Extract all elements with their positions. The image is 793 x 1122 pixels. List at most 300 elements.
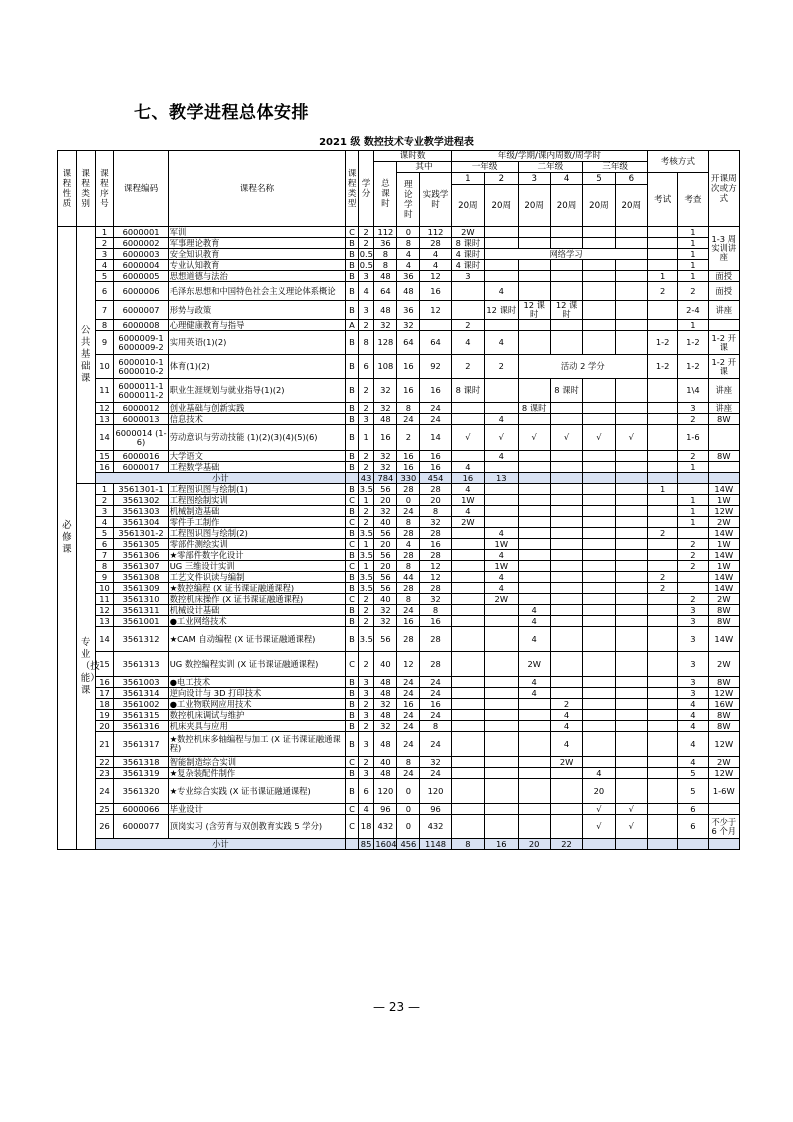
course-name: ★复杂装配件制作 [168,768,346,779]
semester-1 [451,616,484,627]
subtotal-label: 小计 [95,473,346,484]
course-check: 1 [678,462,708,473]
semester-4 [550,495,582,506]
major-course-row [58,506,740,517]
header-year3: 三年级 [583,162,648,173]
course-practice-hours: 4 [420,260,451,271]
course-theory-hours: 8 [397,238,420,249]
course-total-hours: 32 [374,451,397,462]
course-exam [648,616,678,627]
semester-3 [518,594,550,605]
course-exam [648,227,678,238]
major-course-row [58,768,740,779]
course-seq: 1 [95,484,114,495]
course-name: 数控机床调试与维护 [168,710,346,721]
course-code: 6000007 [114,301,168,320]
course-seq: 21 [95,732,114,757]
semester-4: 12 课时 [550,301,582,320]
semester-1 [451,804,484,815]
course-total-hours: 32 [374,616,397,627]
course-name: 军训 [168,227,346,238]
course-code: 3561305 [114,539,168,550]
course-credit: 2 [358,403,374,414]
course-exam [648,779,678,804]
course-total-hours: 48 [374,732,397,757]
semester-6 [615,528,647,539]
course-name: 逆向设计与 3D 打印技术 [168,688,346,699]
subtotal-theory: 330 [397,473,420,484]
semester-1 [451,768,484,779]
course-total-hours: 40 [374,652,397,677]
course-theory-hours: 28 [397,550,420,561]
course-name: 毕业设计 [168,804,346,815]
course-seq: 5 [95,271,114,282]
course-name: 专业认知教育 [168,260,346,271]
course-type: B [346,271,359,282]
public-course-row [58,414,740,425]
course-weeks-mode: 1-3 周实训讲座 [708,227,739,271]
semester-2 [485,757,518,768]
semester-4: 4 [550,710,582,721]
course-name: 创业基础与创新实践 [168,403,346,414]
course-exam: 1 [648,484,678,495]
course-name: 工程图识图与绘制(2) [168,528,346,539]
semester-3 [518,757,550,768]
major-course-row [58,572,740,583]
semester-1 [451,414,484,425]
header-among: 其中 [397,162,451,173]
header-exam: 考试 [648,173,678,227]
course-theory-hours: 4 [397,260,420,271]
semester-4: 8 课时 [550,379,582,403]
semester-6 [615,652,647,677]
semester-5 [583,528,615,539]
semester-4 [550,451,582,462]
course-practice-hours: 14 [420,425,451,451]
semester-6 [615,495,647,506]
course-seq: 4 [95,260,114,271]
course-name: ★CAM 自动编程 (X 证书课证融通课程) [168,627,346,652]
course-name: 劳动意识与劳动技能 (1)(2)(3)(4)(5)(6) [168,425,346,451]
semester-3 [518,238,550,249]
course-theory-hours: 24 [397,605,420,616]
semester-1 [451,732,484,757]
semester-1: 3 [451,271,484,282]
course-total-hours: 96 [374,804,397,815]
semester-6 [615,616,647,627]
course-credit: 2 [358,594,374,605]
course-practice-hours: 16 [420,451,451,462]
semester-2 [485,699,518,710]
semester-6 [615,550,647,561]
course-weeks-mode: 2W [708,652,739,677]
semester-5 [583,572,615,583]
semester-1 [451,688,484,699]
course-credit: 3 [358,301,374,320]
course-exam [648,732,678,757]
course-check: 6 [678,815,708,839]
course-practice-hours: 12 [420,301,451,320]
semester-1 [451,561,484,572]
course-type: B [346,403,359,414]
course-exam: 1-2 [648,331,678,355]
semester-2: 2 [485,355,518,379]
semester-5 [583,506,615,517]
semester-5: √ [583,425,615,451]
header-course-name: 课程名称 [168,151,346,227]
course-credit: 2 [358,616,374,627]
course-type: C [346,495,359,506]
public-course-row [58,260,740,271]
course-credit: 3 [358,710,374,721]
semester-4 [550,320,582,331]
semester-4 [550,539,582,550]
course-exam [648,721,678,732]
course-weeks-mode [708,462,739,473]
course-check: 5 [678,779,708,804]
course-exam [648,594,678,605]
course-code: 6000016 [114,451,168,462]
course-credit: 3 [358,271,374,282]
course-exam [648,506,678,517]
course-name: UG 三维设计实训 [168,561,346,572]
course-type: B [346,425,359,451]
subtotal-type [346,473,359,484]
course-credit: 2 [358,227,374,238]
course-exam [648,320,678,331]
semester-3 [518,804,550,815]
course-type: B [346,484,359,495]
course-credit: 4 [358,282,374,301]
course-name: 安全知识教育 [168,249,346,260]
semester-6 [615,768,647,779]
course-weeks-mode: 8W [708,605,739,616]
semester-1 [451,721,484,732]
header-course-seq: 课程序号 [95,151,114,227]
semester-1 [451,282,484,301]
course-name: ●电工技术 [168,677,346,688]
course-credit: 2 [358,506,374,517]
semester-6 [615,627,647,652]
semester-4 [550,815,582,839]
course-total-hours: 56 [374,550,397,561]
semester-3 [518,506,550,517]
semester-1 [451,677,484,688]
course-total-hours: 48 [374,677,397,688]
course-seq: 25 [95,804,114,815]
semester-3 [518,462,550,473]
semester-1: √ [451,425,484,451]
course-exam [648,414,678,425]
semester-4 [550,238,582,249]
course-total-hours: 32 [374,379,397,403]
course-check: 2 [678,594,708,605]
course-name: 工程数学基础 [168,462,346,473]
course-total-hours: 56 [374,528,397,539]
course-code: 3561312 [114,627,168,652]
course-type: B [346,260,359,271]
course-exam [648,238,678,249]
course-check: 3 [678,616,708,627]
course-check [678,484,708,495]
course-code: 6000066 [114,804,168,815]
semester-6 [615,757,647,768]
course-practice-hours: 12 [420,572,451,583]
subtotal-semester-3: 20 [518,839,550,850]
course-seq: 16 [95,677,114,688]
major-course-row [58,616,740,627]
course-code: 3561304 [114,517,168,528]
semester-6 [615,282,647,301]
semester-3 [518,517,550,528]
semester-span: 网络学习 [485,249,648,260]
semester-5 [583,379,615,403]
course-credit: 4 [358,804,374,815]
course-type: C [346,561,359,572]
semester-2 [485,271,518,282]
course-credit: 2 [358,320,374,331]
course-code: 6000010-1 6000010-2 [114,355,168,379]
course-check: 2 [678,550,708,561]
course-seq: 24 [95,779,114,804]
semester-4 [550,605,582,616]
page-number: — 23 — [373,1000,420,1014]
semester-4 [550,550,582,561]
header-weeks-2: 20周 [485,185,518,227]
course-seq: 15 [95,451,114,462]
course-theory-hours: 4 [397,249,420,260]
course-total-hours: 48 [374,768,397,779]
course-theory-hours: 48 [397,282,420,301]
course-theory-hours: 8 [397,403,420,414]
course-practice-hours: 28 [420,238,451,249]
table-title: 2021 级 数控技术专业教学进程表 [319,137,474,148]
semester-4: √ [550,425,582,451]
course-seq: 26 [95,815,114,839]
course-theory-hours: 12 [397,652,420,677]
semester-2: 12 课时 [485,301,518,320]
course-seq: 5 [95,528,114,539]
header-course-type: 课程类型 [346,151,359,227]
course-name: 顶岗实习 (含劳育与双创教育实践 5 学分) [168,815,346,839]
course-exam [648,710,678,721]
semester-3 [518,710,550,721]
course-check: 4 [678,732,708,757]
semester-2 [485,815,518,839]
course-code: 6000008 [114,320,168,331]
course-practice-hours: 16 [420,462,451,473]
course-credit: 3.5 [359,582,373,593]
course-exam [648,652,678,677]
course-weeks-mode: 2W [708,594,739,605]
course-code: 3561319 [114,768,168,779]
semester-5 [583,677,615,688]
subtotal-semester-5 [583,473,615,484]
course-total-hours: 32 [374,721,397,732]
course-type: B [346,238,359,249]
semester-6 [615,260,647,271]
course-seq: 13 [95,414,114,425]
course-seq: 1 [95,227,114,238]
semester-5 [583,605,615,616]
semester-2 [485,379,518,403]
major-course-row [58,583,740,594]
header-practice-hours: 实践学时 [420,173,451,227]
course-type: B [346,282,359,301]
course-code: 3561302 [114,495,168,506]
semester-5 [583,495,615,506]
course-code: 3561310 [114,594,168,605]
course-check: 2 [678,451,708,462]
course-total-hours: 112 [374,227,397,238]
course-check: 1 [678,517,708,528]
course-code: 3561301-1 [114,484,168,495]
semester-2 [485,517,518,528]
semester-6 [615,721,647,732]
course-name: 形势与政策 [168,301,346,320]
course-name: 工程图绘制实训 [168,495,346,506]
semester-6 [615,379,647,403]
semester-6: √ [615,804,647,815]
course-check: 6 [678,804,708,815]
semester-2 [485,320,518,331]
course-practice-hours: 120 [420,779,451,804]
semester-2 [485,605,518,616]
course-total-hours: 56 [374,627,397,652]
course-theory-hours: 24 [397,710,420,721]
semester-6 [615,677,647,688]
major-course-row [58,627,740,652]
course-credit: 2 [358,451,374,462]
course-credit: 3 [358,414,374,425]
course-weeks-mode: 2W [708,757,739,768]
course-check: 1 [678,320,708,331]
header-year1: 一年级 [451,162,518,173]
header-term-4: 4 [550,173,582,185]
course-exam [648,699,678,710]
semester-5 [583,627,615,652]
subtotal-semester-4: 22 [550,839,582,850]
semester-5 [583,583,615,594]
course-name: 思想道德与法治 [168,271,346,282]
header-weeks-3: 20周 [518,185,550,227]
course-type: B [346,572,359,583]
course-credit: 18 [358,815,374,839]
semester-3 [518,271,550,282]
course-check: 4 [678,721,708,732]
course-credit: 1 [358,495,374,506]
semester-1: 2W [451,227,484,238]
semester-2: 4 [485,528,518,539]
course-seq: 2 [95,238,114,249]
course-theory-hours: 28 [397,627,420,652]
semester-1 [451,757,484,768]
semester-4 [550,561,582,572]
course-exam [648,677,678,688]
semester-1 [451,779,484,804]
course-weeks-mode: 12W [708,506,739,517]
major-course-row [58,539,740,550]
course-type: B [346,249,359,260]
semester-1: 8 课时 [451,379,484,403]
public-course-row [58,331,740,355]
header-course-code: 课程编码 [114,151,168,227]
course-seq: 7 [95,301,114,320]
subtotal-row [58,839,740,850]
course-seq: 11 [95,594,114,605]
public-course-row [58,403,740,414]
semester-5 [583,517,615,528]
course-type: B [346,605,359,616]
course-weeks-mode [708,320,739,331]
course-credit: 3.5 [359,527,373,538]
semester-2 [485,677,518,688]
semester-3 [518,379,550,403]
course-code: 3561313 [114,652,168,677]
semester-3 [518,721,550,732]
course-practice-hours: 112 [420,227,451,238]
course-code: 3561307 [114,561,168,572]
course-code: 3561308 [114,572,168,583]
course-code: 6000002 [114,238,168,249]
course-credit: 2 [358,605,374,616]
course-practice-hours: 20 [420,495,451,506]
semester-1 [451,583,484,594]
semester-3: 4 [518,616,550,627]
course-practice-hours: 12 [420,561,451,572]
course-credit: 2 [358,517,374,528]
course-check: 1 [678,506,708,517]
semester-4 [550,677,582,688]
course-credit: 3.5 [359,549,373,560]
course-exam: 2 [648,528,678,539]
course-seq: 14 [95,425,114,451]
semester-1 [451,572,484,583]
course-check: 1 [678,238,708,249]
semester-3 [518,779,550,804]
subtotal-row [58,473,740,484]
semester-5 [583,227,615,238]
course-check: 4 [678,710,708,721]
course-weeks-mode: 1-6W [708,779,739,804]
public-course-row [58,227,740,238]
major-course-row [58,732,740,757]
course-practice-hours [420,320,451,331]
semester-1: 4 [451,331,484,355]
course-practice-hours: 16 [420,699,451,710]
course-weeks-mode: 不少于 6 个月 [708,815,739,839]
public-course-row [58,451,740,462]
course-exam: 2 [648,572,678,583]
major-course-row [58,484,740,495]
course-practice-hours: 8 [420,506,451,517]
course-practice-hours: 16 [420,379,451,403]
course-total-hours: 16 [374,425,397,451]
course-name: 机械制造基础 [168,506,346,517]
semester-6 [615,506,647,517]
semester-1: 2W [451,517,484,528]
semester-2 [485,804,518,815]
course-name: ★数控编程 (X 证书课证融通课程) [168,583,346,594]
course-exam [648,379,678,403]
course-check: 3 [678,652,708,677]
semester-5 [583,732,615,757]
course-seq: 11 [95,379,114,403]
course-type: C [346,815,359,839]
course-theory-hours: 36 [397,271,420,282]
semester-3 [518,282,550,301]
course-total-hours: 56 [374,583,397,594]
